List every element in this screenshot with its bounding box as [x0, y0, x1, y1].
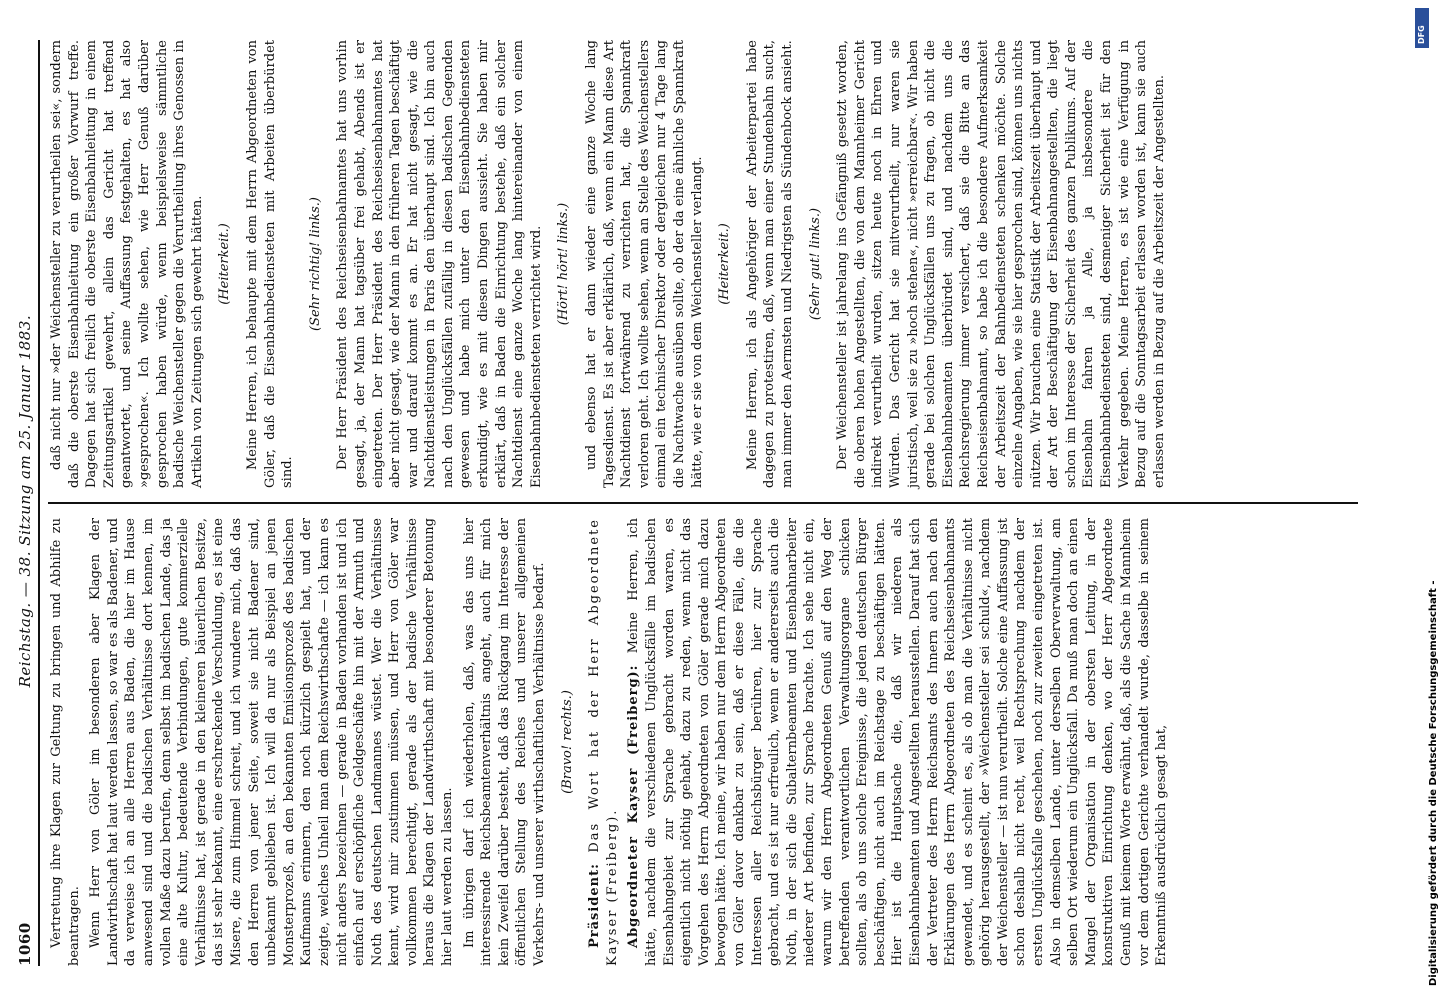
- paragraph: Im übrigen darf ich wiederholen, daß, was das uns hier interessirende Reichsbeamtenverhältnis angeht, auch für mich kein Zweifel darüber besteht, daß das Rückgang im Interesse der öffentlichen Stellung des Reiches und unserer allgemeinen Verkehrs- und unserer wirthschaftlichen Verhältnisse bedarf.: [461, 518, 548, 966]
- paragraph: daß nicht nur »der Weichensteller zu verurtheilen sei«, sondern daß die oberste Eisenbahnleitung ein großer Vorwurf treffe. Dagegen hat sich freilich die oberste Eisenbahnleitung in einem Zeitungsartikel gewehrt, allein das Gericht hat treffend geantwortet, und seine Auffassung festgehalten, es hat also »gesprochen«. Ich wollte sehen, wie Herr Genuß darüber gesprochen haben würde, wenn beispielsweise sämmtliche badische Weichensteller gegen die Verurtheilung ihres Genossen in Artikeln von Zeitungen sich gewehrt hätten.: [49, 40, 205, 488]
- paragraph: Vertretung ihre Klagen zur Geltung zu bringen und Abhilfe zu beantragen.: [49, 518, 82, 966]
- column-divider: [48, 502, 1358, 504]
- interjection: (Heiterkeit.): [717, 223, 733, 305]
- speaker-label: Abgeordneter Kayser (Freiberg):: [626, 664, 642, 948]
- speech-text: Das Wort hat der Herr Abgeordnete Kayser (Freiberg).: [587, 517, 620, 966]
- credit-text: Digitalisierung gefördert durch die Deutsche Forschungsgemeinschaft -: [1428, 580, 1439, 986]
- left-column: [48, 504, 1358, 966]
- interjection: (Sehr richtig! links.): [307, 197, 323, 331]
- paragraph: Meine Herren, ich als Angehöriger der Arbeiterpartei habe dagegen zu protestiren, daß, wenn man einer Stundenbahn sucht, man immer den Aermsten und Niedrigsten als Sündenbock ansieht.: [744, 40, 795, 488]
- paragraph: Wenn Herr von Göler im besonderen aber Klagen der Landwirthschaft hat laut werden lassen, so war es als Badener, und da verweise ich an alle Herren aus Baden, die hier im Hause anwesend sind und die badischen Verhältnisse dort kennen, im vollen Maße dazu berufen, denn selbst im badischen Lande, das ja eine alte Kultur, bedeutende Verbindungen, gute kommerzielle Verhältnisse hat, ist gerade in den kleineren bäuerlichen Besitze, das ist sehr bekannt, eine erschreckende Verschuldung, es ist eine Misere, die zum Himmel schreit, und ich wundere mich, daß das den Herren von jener Seite, soweit sie nicht Badener sind, unbekannt geblieben ist. Ich will da nur als Beispiel an jenen Monsterprozeß, an den bekannten Emisionsprozeß des badischen Kaufmanns erinnern, den noch kürzlich gespielt hat, und der zeigte, welches Unheil man dem Reichswirthschafte — ich kann es nicht anders bezeichnen — gerade in Baden vorhanden ist und ich einfach auf erschöpfliche Geldgeschäfte hin mit der Armuth und Noth des deutschen Landmannes wüstet. Wer die Verhältnisse kennt, wird mir zustimmen müssen, und Herr von Göler war vollkommen berechtigt, gerade als der badische Verhältnisse heraus die Klagen der Landwirthschaft mit besonderer Betonung hier laut werden zu lassen.: [88, 518, 456, 966]
- right-column: [48, 40, 1358, 502]
- interjection: (Hört! hört! links.): [556, 202, 572, 326]
- digitization-credit: [1414, 14, 1439, 986]
- speech-text: Meine Herren, ich hätte, nachdem die verschiedenen Unglücksfälle im badischen Eisenbahngebiet zur Sprache gebracht worden waren, es eigentlich nicht nöthig gehabt, dazu zu reden, wenn nicht das Vorgehen des Herrn Abgeordneten von Göler gerade mich dazu bewogen hätte. Ich meine, wir haben nur dem Herrn Abgeordneten von Göler davor dankbar zu sein, daß er diese Fälle, die die Interessen aller Reichsbürger berühren, hier zur Sprache gebracht, und es ist nur erfreulich, wenn er andererseits auch die Noth, in der sich die Subalternbeamten und Eisenbahnarbeiter niederer Art befinden, zur Sprache brachte. Ich sehe nicht ein, warum wir den Herrn Abgeordneten Genuß auf den Weg der betreffenden verantwortlichen Verwaltungsorgane schicken sollten, als ob uns solche Ereignisse, die jeden deutschen Bürger beschäftigen, nicht auch im Reichstage zu beschäftigen hätten. Hier ist die Hauptsache die, daß wir niederen als Eisenbahnbeamten und Angestellten herausstellen. Darauf hat sich der Vertreter des Herrn Reichsamts des Innern auch nach den Erklärungen des Herrn Abgeordneten des Reichseisenbahnamts gewendet, und es scheint es, als ob man die Verhältnisse nicht gehörig herausgestellt, der »Weichensteller sei schuld«, nachdem der Weichensteller — ist nun verurtheilt. Solche eine Auffassung ist schon deshalb nicht recht, weil Rechtsprechung nachdem der ersten Unglücksfalle geschehen, noch zur zweiten eingetreten ist. Also in demselben Lande, unter derselben Oberverwaltung, am selben Ort wiederum ein Unglücksfall. Da muß man doch an einen Mangel der Organisation in der obersten Leitung, in der konstruktiven Einrichtung denken, wo der Herr Abgeordnete Genuß mit keinem Worte erwähnt, daß, als die Sache in Mannheim vor dem dortigen Gerichte verhandelt wurde, dasselbe in seinem Erkenntniß ausdrücklich gesagt hat,: [626, 518, 1170, 966]
- paragraph: Meine Herren, ich behaupte mit dem Herrn Abgeordneten von Göler, daß die Eisenbahnbediensteten mit Arbeiten überbürdet sind.: [244, 40, 296, 488]
- interjection: (Heiterkeit.): [217, 223, 233, 305]
- speaker-label: Präsident:: [587, 863, 603, 948]
- page-title: Reichstag. — 38. Sitzung am 25. Januar 1883.: [16, 314, 34, 688]
- paragraph: Der Herr Präsident des Reichseisenbahnamtes hat uns vorhin gesagt, ja, der Mann hat tagsüber frei gehabt, Abends ist er eingetreten. Der Herr Präsident des Reichseisenbahnamtes hat aber nicht gesagt, wie der Mann in den früheren Tagen beschäftigt war und darauf kommt es an. Er hat nicht gesagt, wie die Nachtdienstleistungen in Paris den überhaupt sind. Ich bin auch nach den Unglücksfällen zufällig in diesen badischen Gegenden gewesen und habe mich unter den Eisenbahnbediensteten erkundigt, wie es mit diesen Dingen aussieht. Sie haben mir erklärt, daß in Baden die Einrichtung bestehe, daß ein solcher Nachtdienst eine ganze Woche lang hintereinander von einem Eisenbahnbediensteten verrichtet wird.: [335, 40, 544, 488]
- paragraph: und ebenso hat er dann wieder eine ganze Woche lang Tagesdienst. Es ist aber erklärlich, daß, wenn ein Mann diese Art Nachtdienst fortwährend zu verrichten hat, die Spannkraft verloren geht. Ich wollte sehen, wenn an Stelle des Weichenstellers einmal ein technischer Direktor oder dergleichen nur 4 Tage lang die Nachtwache ausüben sollte, ob der da eine ähnliche Spannkraft hätte, wie er sie von dem Weichensteller verlangt.: [584, 40, 705, 488]
- interjection: (Sehr gut! links.): [807, 207, 823, 321]
- dfg-logo: [1415, 8, 1429, 48]
- interjection: (Bravo! rechts.): [559, 690, 575, 794]
- text-columns: [48, 40, 1358, 966]
- president-paragraph: [586, 518, 621, 966]
- dfg-logo-text: DFG: [1417, 25, 1426, 44]
- page-header: [16, 40, 40, 966]
- speaker-paragraph: [625, 518, 1170, 966]
- paragraph: Der Weichensteller ist jahrelang ins Gefängniß gesetzt worden, die oberen hohen Angestellten, die von dem Mannheimer Gericht indirekt verurtheilt wurden, sitzen heute noch in Ehren und Würden. Das Gericht hat sie mitverurtheilt, nur waren sie juristisch, weil sie zu »hoch stehen«, nicht »erreichbar«. Wir haben gerade bei solchen Unglücksfällen uns zu fragen, ob nicht die Eisenbahnbeamten überbürdet sind, und nachdem uns die Reichsregierung immer versichert, daß sie die Bitte an das Reichseisenbahnamt, so habe ich die besondere Aufmerksamkeit der Arbeitszeit der Bahnbediensteten schenken möchte. Solche einzelne Angaben, wie sie hier gesprochen sind, können uns nichts nützen. Wir brauchen eine Statistik der Arbeitszeit überhaupt und der Art der Beschäftigung der Eisenbahnangestellten, die liegt schon im Interesse der Sicherheit des ganzen Publikums. Auf der Eisenbahn fahren ja Alle, ja insbesondere die Eisenbahnbediensteten sind, desmeniger Sicherheit ist für den Verkehr gegeben. Meine Herren, es ist wie eine Verfügung in Bezug auf die Sonntagsarbeit erlassen worden ist, kann sie auch erlassen werden in Bezug auf die Arbeitszeit der Angestellten.: [835, 40, 1167, 488]
- page-number: 1060: [16, 922, 34, 966]
